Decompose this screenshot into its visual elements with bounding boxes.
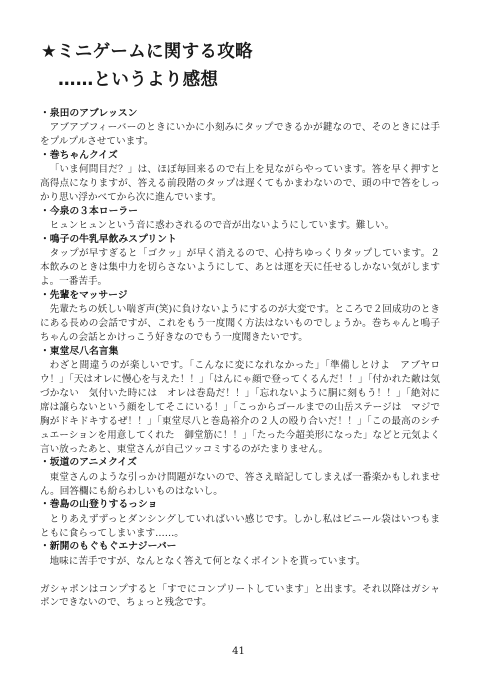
section-heading: ・新開のもぐもぐエナジーバー: [40, 541, 177, 553]
page-title: ★ミニゲームに関する攻略: [41, 42, 253, 62]
section-heading: ・泉田のアブレッスン: [40, 108, 138, 119]
section-milk-sprint: [40, 233, 440, 289]
section-heading: ・坂道のアニメクイズ: [40, 457, 137, 469]
closing-paragraph: ガシャポンはコンプすると「すでにコンプリートしています」と出ます。それ以降はガシャポンできないので、ちょっと残念です。: [40, 583, 440, 609]
section-heading: ・先輩をマッサージ: [40, 289, 128, 301]
section-text: わざと間違うのが楽しいです。「こんなに変になれなかった」「準備しとけよ アブヤロウ！」「天はオレに慢心を与えた！！」「はんにゃ顔で登ってくるんだ！！」「付かれた敵は気づかない 気付いた時には オレは巻島だ！！」「忘れないように胴に刻もう！！」「絶対に席は譲らないという顔をしてそこにいる！」「こっからゴールまでの山岳ステージは マジで胸がドキドキするぜ！！」「東堂尽八と巻島裕介の２人の殴り合いだ！！」「この最高のシチュエーションを用意してくれた 御堂筋に！！」「たった今超美形になった」などと元気よく言い放ったあと、東堂さんが自己ツッコミするのがたまりません。: [40, 360, 440, 455]
section-text: 「いま何問目だ？」は、ほぼ毎回来るので右上を見ながらやっています。答を早く押すと高得点になりますが、答える前段階のタップは遅くてもかまわないので、頭の中で答をしっかり思い浮かべてから次に進んでいます。: [40, 164, 440, 204]
section-text: 地味に苦手ですが、なんとなく答えて何となくポイントを貰っています。: [49, 555, 366, 567]
section-heading: ・東堂尽八名言集: [40, 345, 119, 357]
article-body: [40, 107, 440, 620]
section-abu-lesson: [40, 107, 440, 149]
section-energy-bar: [40, 540, 440, 568]
section-makichan-quiz: [40, 149, 440, 205]
section-text: 先輩たちの妖しい喘ぎ声(笑)に負けないようにするのが大変です。ところで２回成功のときにある長めの会話ですが、これをもう一度聞く方法はないものでしょうか。巻ちゃんと鳴子ちゃんの会話とかけっこう好きなのでもう一度聞きたいです。: [40, 304, 440, 343]
section-text: ヒュンヒュンという音に惑わされるので音が出ないようにしています。難しい。: [49, 220, 395, 232]
section-text: アブアブフィーバーのときにいかに小刻みにタップできるかが鍵なので、そのときには手をプルプルさせています。: [40, 122, 440, 148]
section-text: とりあえずずっとダンシングしていればいい感じです。しかし私はビニール袋はいつもまともに食らってしまいます……。: [40, 513, 440, 539]
page-subtitle: ……というより感想: [58, 70, 219, 90]
page-number: 41: [232, 646, 245, 657]
section-heading: ・巻ちゃんクイズ: [40, 150, 118, 162]
section-text: 東堂さんのような引っかけ問題がないので、答さえ暗記してしまえば一番楽かもしれません。回答欄にも紛らわしいものはないし。: [40, 471, 440, 497]
section-heading: ・巻島の山登りするっショ: [40, 499, 158, 511]
section-heading: ・鳴子の牛乳早飲みスプリント: [40, 234, 177, 246]
section-anime-quiz: [40, 456, 440, 498]
section-roller: [40, 205, 440, 233]
section-mountain-climb: [40, 498, 440, 540]
section-todo-quotes: [40, 345, 440, 457]
section-text: タップが早すぎると「ゴクッ」が早く消えるので、心持ちゆっくりタップしています。２本飲みのときは集中力を切らさないようにして、あとは運を天に任せるしかない気がしますよ。一番苦手。: [40, 248, 440, 288]
section-massage: [40, 289, 440, 345]
section-heading: ・今泉の３本ローラー: [40, 205, 138, 217]
